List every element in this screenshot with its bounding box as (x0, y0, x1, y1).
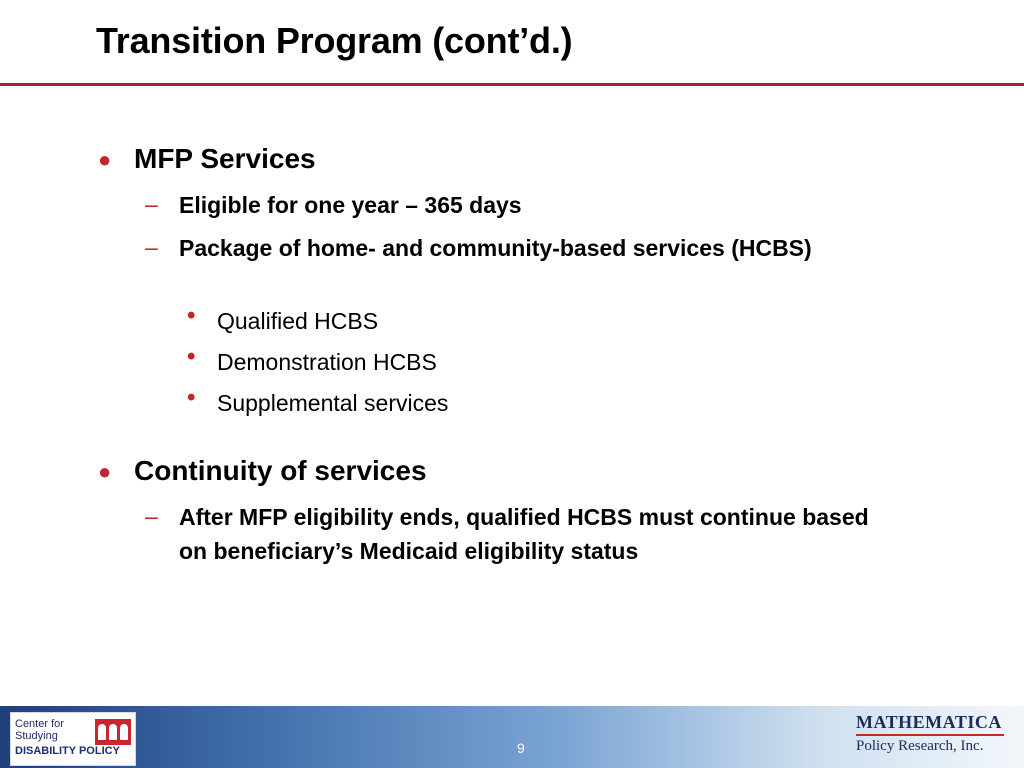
logo-text-line3: DISABILITY POLICY (15, 745, 120, 757)
dash-icon: – (145, 234, 158, 260)
sub-bullet-eligibility (145, 188, 899, 222)
red-dot-icon: • (187, 343, 196, 370)
slide-title: Transition Program (cont’d.) (96, 20, 573, 61)
bullet-heading: MFP Services (134, 143, 316, 174)
mathematica-logo (856, 712, 1006, 762)
red-dot-icon: • (187, 302, 196, 329)
sub-bullet-text: Package of home- and community-based services (HCBS) (179, 235, 812, 261)
sub-bullet-text: After MFP eligibility ends, qualified HCBS must continue based on beneficiary’s Medicaid eligibility status (179, 504, 869, 564)
dash-icon: – (145, 503, 158, 529)
logo-text-line1: Center for (15, 718, 64, 730)
center-disability-policy-logo (10, 712, 136, 766)
list-item-text: Qualified HCBS (217, 308, 379, 334)
red-dot-icon: • (187, 384, 196, 411)
bullet-continuity (98, 455, 427, 487)
bullet-mfp-services (98, 143, 316, 175)
people-icon (95, 719, 131, 745)
red-bullet-icon: ● (98, 147, 112, 172)
logo-wordmark: MATHEMATICA (856, 712, 1002, 732)
sub-bullet-after-eligibility (145, 500, 899, 568)
list-item-demonstration-hcbs (187, 343, 437, 376)
list-item-text: Supplemental services (217, 390, 449, 416)
page-number: 9 (517, 740, 525, 756)
bullet-heading: Continuity of services (134, 455, 427, 486)
red-bullet-icon: ● (98, 459, 112, 484)
sub-bullet-hcbs-package (145, 231, 899, 265)
list-item-supplemental-services (187, 384, 449, 417)
logo-text-line2: Studying (15, 730, 58, 742)
sub-bullet-text: Eligible for one year – 365 days (179, 192, 522, 218)
logo-divider (856, 734, 1004, 736)
list-item-qualified-hcbs (187, 302, 379, 335)
title-divider (0, 83, 1024, 86)
dash-icon: – (145, 191, 158, 217)
logo-subtitle: Policy Research, Inc. (856, 738, 984, 754)
list-item-text: Demonstration HCBS (217, 349, 437, 375)
